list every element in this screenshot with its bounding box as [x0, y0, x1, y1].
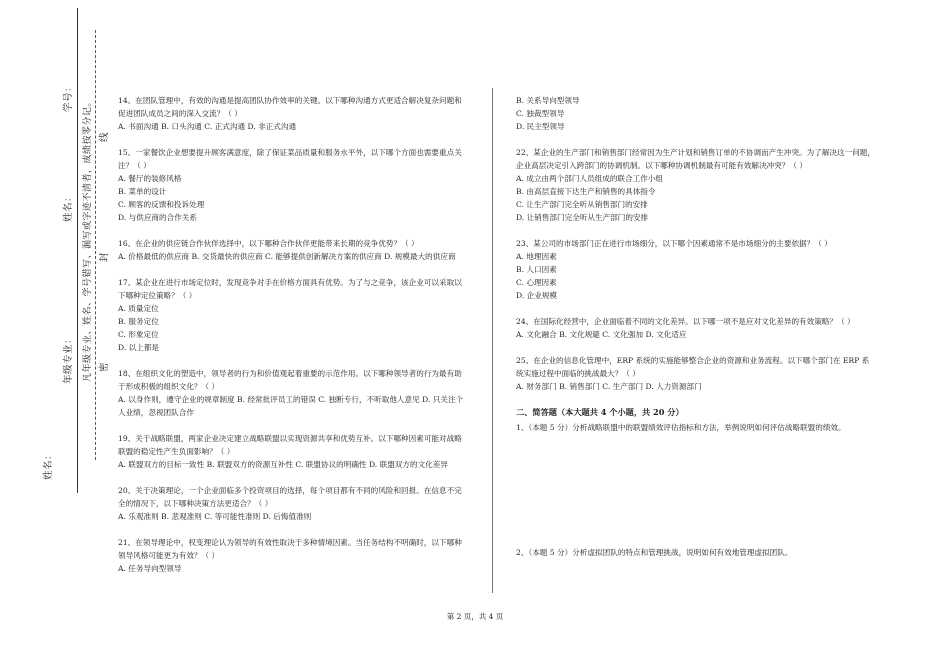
- question-stem: 17、某企业在进行市场定位时，发现竞争对手在价格方面具有优势。为了与之竞争，该企业可以采取以下哪种定位策略？（ ）: [118, 278, 462, 300]
- binding-notice: 凡年级专业、姓名、学号错写、漏写或字迹不清者，成绩按零分记。: [83, 96, 93, 382]
- question-item: [118, 367, 466, 419]
- question-stem: 25、在企业的信息化管理中，ERP 系统的实施能够整合企业的资源和业务流程。以下哪个部门在 ERP 系统实施过程中面临的挑战最大？（ ）: [516, 356, 870, 378]
- binding-mi-mark: 密: [99, 361, 110, 372]
- question-option: D. 以上都是: [118, 343, 160, 352]
- question-stem: 24、在国际化经营中，企业面临着不同的文化差异。以下哪一项不是应对文化差异的有效策略？（ ）: [516, 317, 855, 326]
- left-column: [118, 94, 466, 588]
- binding-school-label: 姓名：: [43, 449, 54, 480]
- right-column: [516, 94, 876, 559]
- question-item: [118, 237, 466, 263]
- question-stem: 16、在企业的供应链合作伙伴选择中，以下哪种合作伙伴更能带来长期的竞争优势？（ ）: [118, 239, 419, 248]
- question-stem: 15、一家餐饮企业想要提升顾客满意度，除了保证菜品质量和服务水平外，以下哪个方面也需要重点关注？（ ）: [118, 148, 462, 170]
- question-item: [516, 354, 876, 393]
- question-option: A. 乐观准则 B. 悲观准则 C. 等可能性准则 D. 后悔值准则: [118, 512, 312, 521]
- question-option: A. 成立由两个部门人员组成的联合工作小组: [516, 174, 663, 183]
- question-stem: 23、某公司的市场部门正在进行市场细分，以下哪个因素通常不是市场细分的主要依据？（ ）: [516, 239, 832, 248]
- binding-xian-mark: 线: [99, 131, 110, 142]
- question-item: [118, 146, 466, 224]
- question-option: A. 餐厅的装修风格: [118, 174, 182, 183]
- question-stem: 21、在领导理论中，权变理论认为领导的有效性取决于多种情境因素。当任务结构不明确时，以下哪种领导风格可能更为有效？（ ）: [118, 538, 462, 560]
- question-item: [516, 315, 876, 341]
- question-option: A. 书面沟通 B. 口头沟通 C. 正式沟通 D. 非正式沟通: [118, 122, 297, 131]
- page-footer: 第 2 页，共 4 页: [446, 612, 504, 621]
- question-option: B. 人口因素: [516, 265, 557, 274]
- binding-feng-mark: 封: [99, 251, 110, 262]
- question-option: A. 财务部门 B. 销售部门 C. 生产部门 D. 人力资源部门: [516, 382, 702, 391]
- question-option: B. 菜单的设计: [118, 187, 167, 196]
- question-option: B. 服务定位: [118, 317, 159, 326]
- question-option: D. 企业规模: [516, 291, 558, 300]
- question-21-continued: [516, 94, 876, 133]
- question-stem: 18、在组织文化的塑造中，领导者的行为和价值观起着重要的示范作用。以下哪种领导者的行为最有助于形成积极的组织文化？（ ）: [118, 369, 462, 391]
- question-option: D. 让销售部门完全听从生产部门的安排: [516, 213, 649, 222]
- question-option: C. 独裁型领导: [516, 109, 565, 118]
- short-answer-2: 2、（本题 5 分）分析虚拟团队的特点和管理挑战，说明如何有效地管理虚拟团队。: [516, 548, 793, 557]
- binding-margin: [0, 0, 110, 672]
- question-option: A. 价格最低的供应商 B. 交货最快的供应商 C. 能够提供创新解决方案的供应商 D. 规模最大的供应商: [118, 252, 456, 261]
- column-divider: [492, 88, 493, 593]
- question-option: A. 以身作则，遵守企业的规章制度 B. 经常批评员工的错误 C. 独断专行，不听取他人意见 D. 只关注个人业绩，忽视团队合作: [118, 395, 464, 417]
- short-answer-1: 1、（本题 5 分）分析战略联盟中的联盟绩效评估指标和方法，举例说明如何评估战略联盟的绩效。: [516, 423, 846, 432]
- question-stem: 14、在团队管理中，有效的沟通是提高团队协作效率的关键。以下哪种沟通方式更适合解决复杂问题和促进团队成员之间的深入交流？（ ）: [118, 96, 462, 118]
- binding-dashed-line: [95, 30, 96, 460]
- question-option: A. 文化融合 B. 文化规避 C. 文化强加 D. 文化适应: [516, 330, 687, 339]
- question-stem: 22、某企业的生产部门和销售部门经常因为生产计划和销售订单的不协调而产生冲突。为了解决这一问题，企业高层决定引入跨部门的协调机制。以下哪种协调机制最有可能有效解决冲突？（ ）: [516, 148, 875, 170]
- question-stem: 20、关于决策理论，一个企业面临多个投资项目的选择，每个项目都有不同的风险和回报。在信息不完全的情况下，以下哪种决策方法更适合？（ ）: [118, 486, 462, 508]
- question-item: [516, 237, 876, 302]
- question-item: [118, 432, 466, 471]
- question-item: [118, 536, 466, 575]
- question-option: C. 让生产部门完全听从销售部门的安排: [516, 200, 648, 209]
- question-item: [118, 94, 466, 133]
- question-item: [118, 484, 466, 523]
- question-option: C. 形象定位: [118, 330, 159, 339]
- question-option: A. 地理因素: [516, 252, 557, 261]
- question-option: D. 与供应商的合作关系: [118, 213, 197, 222]
- binding-grade-label: 年级专业：: [63, 333, 74, 384]
- question-option: C. 心理因素: [516, 278, 557, 287]
- section-2-title: 二、简答题（本大题共 4 个小题，共 20 分）: [516, 407, 684, 417]
- question-option: A. 联盟双方的目标一致性 B. 联盟双方的资源互补性 C. 联盟协议的明确性 D. 联盟双方的文化差异: [118, 460, 448, 469]
- question-option: A. 质量定位: [118, 304, 159, 313]
- question-item: [118, 276, 466, 354]
- question-option: B. 由高层直接下达生产和销售的具体指令: [516, 187, 656, 196]
- question-item: [516, 146, 876, 224]
- binding-solid-line: [77, 8, 78, 493]
- question-option: B. 关系导向型领导: [516, 96, 580, 105]
- binding-id-label: 学号：: [63, 81, 74, 112]
- question-option: C. 顾客的反馈和投诉处理: [118, 200, 205, 209]
- question-option: D. 民主型领导: [516, 122, 565, 131]
- binding-name-label: 姓名：: [63, 191, 74, 222]
- question-option: A. 任务导向型领导: [118, 564, 182, 573]
- question-stem: 19、关于战略联盟，两家企业决定建立战略联盟以实现资源共享和优势互补。以下哪种因素可能对战略联盟的稳定性产生负面影响？（ ）: [118, 434, 462, 456]
